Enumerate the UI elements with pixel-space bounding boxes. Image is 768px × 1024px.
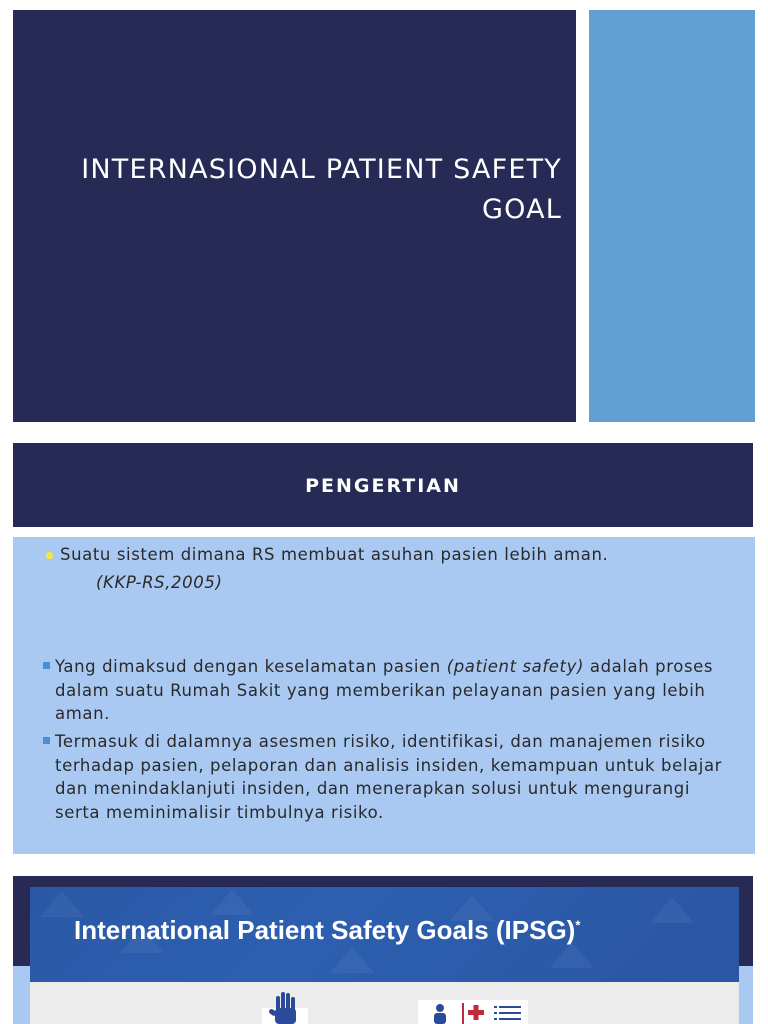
section-header [13, 443, 753, 527]
bullet-2-text [55, 655, 735, 726]
section-title: PENGERTIAN [305, 475, 461, 497]
bullet-3-text: Termasuk di dalamnya asesmen risiko, identifikasi, dan manajemen risiko terhadap pasien, pelaporan dan analisis insiden, kemampuan untuk belajar dan menindaklanjuti insiden, dan menerapkan solusi untuk mengurangi serta meminimalisir timbulnya risiko. [55, 732, 723, 822]
staff-icon [418, 1000, 528, 1024]
bullet-1-text: Suatu sistem dimana RS membuat asuhan pasien lebih aman. [60, 545, 609, 564]
title-slide-panel [13, 10, 576, 422]
bullet-square-icon [43, 662, 50, 669]
bullet-2-text-end: adalah proses dalam suatu Rumah Sakit yang memberikan pelayanan pasien yang lebih aman. [55, 657, 714, 723]
bullet-square-icon [43, 737, 50, 744]
title-slide-accent-bar [589, 10, 755, 422]
bullet-1-citation: (KKP-RS,2005) [96, 573, 223, 592]
slide-title: INTERNASIONAL PATIENT SAFETY GOAL [81, 154, 562, 225]
ipsg-banner-title [74, 915, 580, 946]
hand-icon [262, 990, 308, 1024]
bullet-2-text-start: Yang dimaksud dengan keselamatan pasien [55, 657, 447, 676]
ipsg-banner-mark: * [575, 917, 581, 933]
ipsg-banner-title-text: International Patient Safety Goals (IPSG) [74, 915, 576, 945]
bullet-2-italic-term: (patient safety) [446, 657, 585, 676]
bullet-dot-icon [46, 552, 53, 559]
ipsg-banner [30, 887, 739, 982]
ipsg-icon-panel [30, 982, 739, 1024]
